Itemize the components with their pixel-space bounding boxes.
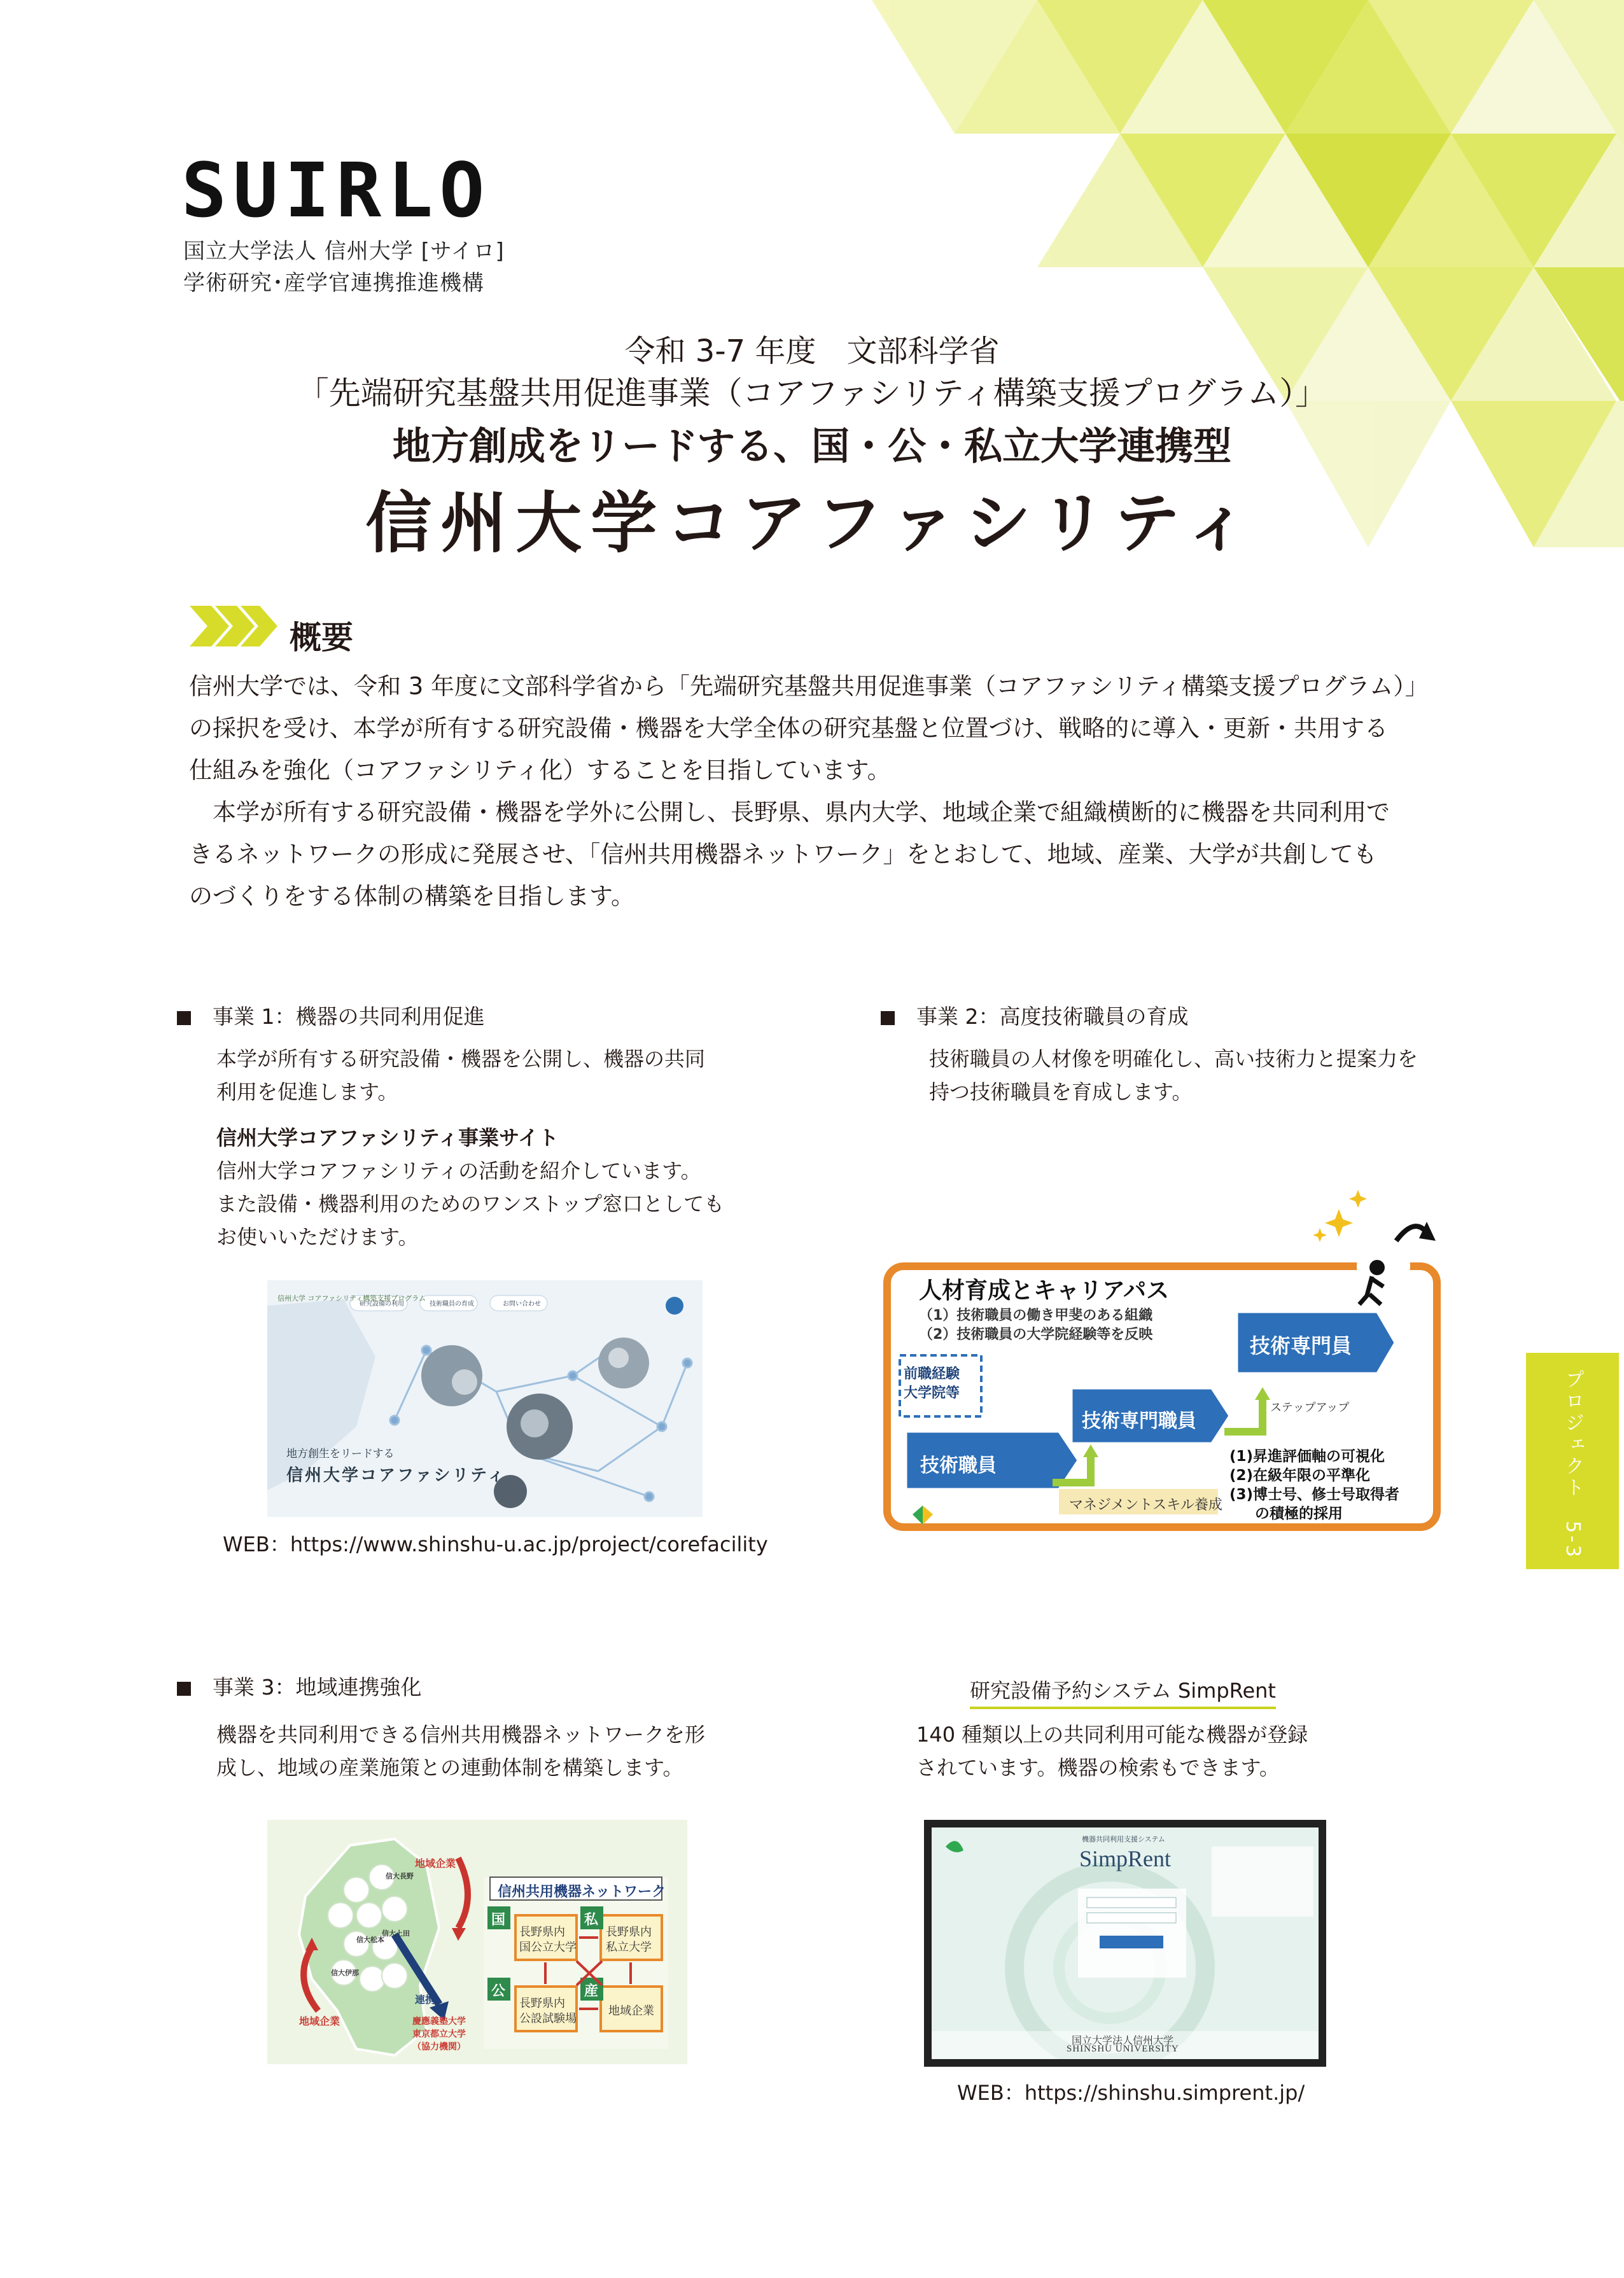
project3-text-line: 機器を共同利用できる信州共用機器ネットワークを形 (216, 1722, 706, 1747)
diagram-subtitle: （2）技術職員の大学院経験等を反映 (919, 1327, 1153, 1343)
logo-unit-line: 学術研究･産学官連携推進機構 (183, 270, 484, 296)
diagram-subtitle: （1）技術職員の働き甲斐のある組織 (919, 1308, 1153, 1324)
partner-label: 東京都立大学 (412, 2029, 466, 2039)
regional-network-map (267, 1820, 687, 2064)
kou-badge: 公 (491, 1983, 506, 1999)
simprent-screenshot[interactable] (924, 1820, 1326, 2067)
campus-label: 信大上田 (382, 1929, 410, 1938)
project-side-tab (1526, 1353, 1619, 1569)
logo-org-line: 国立大学法人 信州大学 [サイロ] (183, 239, 505, 264)
simprent-system-label: 機器共同利用支援システム (1082, 1835, 1165, 1843)
project1-heading-text: 事業 1：機器の共同利用促進 (213, 1004, 485, 1029)
project1-site-line: また設備・機器利用のためのワンストップ窓口としても (216, 1192, 725, 1216)
project1-text-line: 本学が所有する研究設備・機器を公開し、機器の共同 (216, 1047, 706, 1071)
site-tagline: 地方創生をリードする (286, 1448, 395, 1460)
level3-label: 技術専門員 (1250, 1334, 1352, 1358)
site-nav-button[interactable]: 技術職員の育成 (430, 1301, 474, 1308)
simprent-text-line: 140 種類以上の共同利用可能な機器が登録 (916, 1722, 1308, 1747)
corefacility-site-screenshot[interactable] (267, 1280, 703, 1517)
career-point: (2)在級年限の平準化 (1229, 1467, 1371, 1484)
logo-wordmark: SUIRLO (181, 146, 491, 234)
link-label: 連携 (415, 1994, 436, 2006)
site-nav-button[interactable]: 研究設備の利用 (360, 1301, 404, 1308)
region-label: 地域企業 (415, 1857, 456, 1869)
skill-label: マネジメントスキル養成 (1069, 1497, 1222, 1513)
step-up-label: ステップアップ (1270, 1401, 1350, 1415)
san-label: 地域企業 (608, 2004, 654, 2018)
project2-heading (881, 1004, 1189, 1030)
project2-heading-text: 事業 2：高度技術職員の育成 (916, 1004, 1189, 1029)
network-label: 信州共用機器ネットワーク (498, 1884, 666, 1900)
simprent-footer: 国立大学法人信州大学 (1072, 2036, 1174, 2046)
overview-heading: 概要 (290, 619, 353, 656)
bullet-square-icon (177, 1011, 191, 1025)
kuni-label: 国公立大学 (519, 1941, 577, 1954)
career-point: (1)昇進評価軸の可視化 (1229, 1448, 1385, 1465)
career-point: (3)博士号、修士号取得者 (1229, 1486, 1400, 1503)
project1-web-url[interactable]: WEB：https://www.shinshu-u.ac.jp/project/corefacility (223, 1532, 768, 1556)
overview-line: のづくりをする体制の構築を目指します。 (189, 883, 635, 910)
simprent-brand: SimpRent (1079, 1846, 1172, 1871)
kuni-badge: 国 (491, 1912, 506, 1928)
partner-label: 慶應義塾大学 (412, 2016, 466, 2027)
bullet-square-icon (881, 1011, 895, 1025)
chevron-arrows-icon (190, 606, 279, 646)
simprent-heading-text: 研究設備予約システム SimpRent (970, 1679, 1276, 1709)
shi-badge: 私 (584, 1912, 599, 1928)
overview-line: 本学が所有する研究設備・機器を学外に公開し、長野県、県内大学、地域企業で組織横断的に機器を共同利用で (189, 799, 1390, 826)
bullet-square-icon (177, 1682, 191, 1696)
project2-text-line: 技術職員の人材像を明確化し、高い技術力と提案力を (929, 1047, 1418, 1071)
kou-label: 公設試験場 (519, 2012, 577, 2025)
kou-label: 長野県内 (519, 1997, 565, 2010)
project3-text-line: 成し、地域の産業施策との連動体制を構築します。 (216, 1756, 683, 1780)
project2-text-line: 持つ技術職員を育成します。 (929, 1080, 1193, 1104)
campus-label: 信大松本 (356, 1936, 384, 1944)
shi-label: 長野県内 (606, 1925, 652, 1939)
campus-label: 信大伊那 (331, 1969, 359, 1977)
level1-label: 技術職員 (920, 1455, 997, 1477)
site-nav-button[interactable]: お問い合わせ (503, 1301, 541, 1308)
page-title: 信州大学コアファシリティ (365, 484, 1259, 562)
san-badge: 産 (584, 1983, 599, 1999)
level2-label: 技術専門職員 (1082, 1410, 1196, 1432)
project1-site-line: お使いいただけます。 (216, 1225, 419, 1249)
side-tab-label: プロジェクト 5-3 (1562, 1369, 1584, 1560)
career-path-diagram (881, 1177, 1445, 1546)
region-label: 地域企業 (299, 2015, 340, 2027)
simprent-heading (970, 1675, 1276, 1704)
overview-line: きるネットワークの形成に発展させ、「信州共用機器ネットワーク」をとおして、地域、産業、大学が共創しても (189, 841, 1377, 868)
career-point: の積極的採用 (1255, 1506, 1343, 1522)
shi-label: 私立大学 (606, 1941, 652, 1954)
simprent-text-line: されています。機器の検索もできます。 (916, 1756, 1280, 1780)
project1-text-line: 利用を促進します。 (216, 1080, 398, 1104)
project1-site-title: 信州大学コアファシリティ事業サイト (216, 1126, 559, 1150)
project3-heading-text: 事業 3：地域連携強化 (213, 1675, 422, 1700)
diagram-title: 人材育成とキャリアパス (919, 1278, 1170, 1304)
site-title: 信州大学コアファシリティ (286, 1466, 506, 1485)
project3-heading (177, 1675, 422, 1700)
header-subtitle: 地方創成をリードする、国・公・私立大学連携型 (392, 424, 1232, 469)
header-program-line: 「先端研究基盤共用促進事業（コアファシリティ構築支援プログラム）」 (297, 375, 1327, 412)
simprent-footer: SHINSHU UNIVERSITY (1067, 2044, 1179, 2054)
project1-site-line: 信州大学コアファシリティの活動を紹介しています。 (216, 1159, 701, 1183)
project1-heading (177, 1004, 485, 1030)
prev-experience-label: 大学院等 (904, 1385, 960, 1401)
partner-label: （協力機関） (412, 2042, 466, 2052)
site-brand: 信州大学 コアファシリティ構築支援プログラム (277, 1294, 426, 1303)
kuni-label: 長野県内 (519, 1925, 565, 1939)
campus-label: 信大長野 (386, 1872, 414, 1880)
overview-line: 仕組みを強化（コアファシリティ化）することを目指しています。 (189, 757, 891, 784)
overview-line: の採択を受け、本学が所有する研究設備・機器を大学全体の研究基盤と位置づけ、戦略的に導入・更新・共用する (189, 715, 1389, 742)
simprent-web-url[interactable]: WEB：https://shinshu.simprent.jp/ (957, 2081, 1305, 2105)
header-year-line: 令和 3-7 年度 文部科学省 (624, 333, 1000, 369)
simprent-screen (932, 1827, 1319, 2059)
overview-line: 信州大学では、令和 3 年度に文部科学省から「先端研究基盤共用促進事業（コアファシリティ構築支援プログラム）」 (189, 673, 1429, 700)
prev-experience-label: 前職経験 (904, 1366, 960, 1382)
